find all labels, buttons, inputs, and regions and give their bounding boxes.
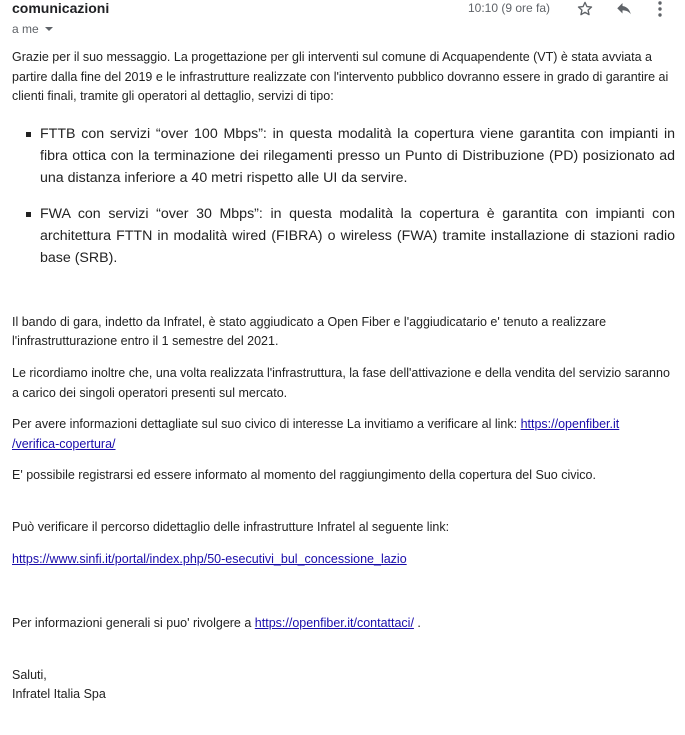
service-list — [12, 123, 675, 269]
recipient-details-toggle[interactable] — [12, 22, 53, 36]
sender-name[interactable]: comunicazioni — [12, 0, 110, 16]
registration-paragraph: E' possibile registrarsi ed essere informato al momento del raggiungimento della copertura del Suo civico. — [12, 468, 596, 483]
coverage-check-text: Per avere informazioni dettagliate sul suo civico di interesse La invitiamo a verificare al link: — [12, 417, 521, 432]
sinfi-link-line — [12, 550, 675, 570]
general-info-end: . — [413, 616, 421, 631]
bullet-icon — [26, 132, 31, 137]
bullet-icon — [26, 212, 31, 217]
list-item-text: FWA con servizi “over 30 Mbps”: in questa modalità la copertura è garantita con impianti con architettura FTTN in modalità wired (FIBRA) o wireless (FWA) tramite installazione di stazioni radio base (SRB). — [40, 205, 675, 266]
tender-paragraph: Il bando di gara, indetto da Infratel, è stato aggiudicato a Open Fiber e l'aggiudicatario e' tenuto a realizzare l'infrastrutturazione entro il 1 semestre del 2021. — [12, 314, 607, 349]
sinfi-link[interactable]: https://www.sinfi.it/portal/index.php/50-esecutivi_bul_concessione_lazio — [12, 551, 407, 566]
chevron-down-icon — [45, 27, 53, 31]
coverage-check-paragraph — [12, 415, 675, 454]
star-icon[interactable] — [575, 0, 595, 18]
more-vert-icon[interactable] — [656, 0, 676, 18]
intro-paragraph: Grazie per il suo messaggio. La progettazione per gli interventi sul comune di Acquapendente (VT) è stata avviata a partire dalla fine del 2019 e le infrastrutture realizzate con l'intervento pubblico dovranno essere in grado di garantire ai clienti finali, tramite gli operatori al dettaglio, servizi di tipo: — [12, 50, 669, 104]
signature-text: Infratel Italia Spa — [12, 687, 106, 702]
link-part-1: https://openfiber.it — [520, 417, 620, 432]
reply-icon[interactable] — [614, 0, 634, 18]
list-item — [40, 203, 675, 269]
message-body — [12, 48, 675, 705]
link-part-2: /verifica-copertura/ — [12, 436, 116, 451]
general-info-paragraph — [12, 614, 675, 634]
list-item-text: FTTB con servizi “over 100 Mbps”: in questa modalità la copertura viene garantita con impianti in fibra ottica con la terminazione dei rilegamenti presso un Punto di Distribuzione (PD) posizionato ad una distanza inferiore a 40 metri rispetto alle UI da servire. — [40, 125, 675, 186]
activation-paragraph: Le ricordiamo inoltre che, una volta realizzata l'infrastruttura, la fase dell'attivazione e della vendita del servizio saranno a carico dei singoli operatori presenti sul mercato. — [12, 365, 670, 400]
general-info-text: Per informazioni generali si puo' rivolgere a — [12, 616, 255, 631]
infratel-route-paragraph: Può verificare il percorso didettaglio delle infrastrutture Infratel al seguente link: — [12, 519, 450, 534]
message-header — [0, 0, 685, 40]
message-timestamp: 10:10 (9 ore fa) — [468, 1, 551, 15]
recipient-label: a me — [12, 22, 39, 36]
list-item — [40, 123, 675, 189]
contattaci-link[interactable]: https://openfiber.it/contattaci/ — [254, 616, 414, 631]
closing-text: Saluti, — [12, 667, 47, 682]
